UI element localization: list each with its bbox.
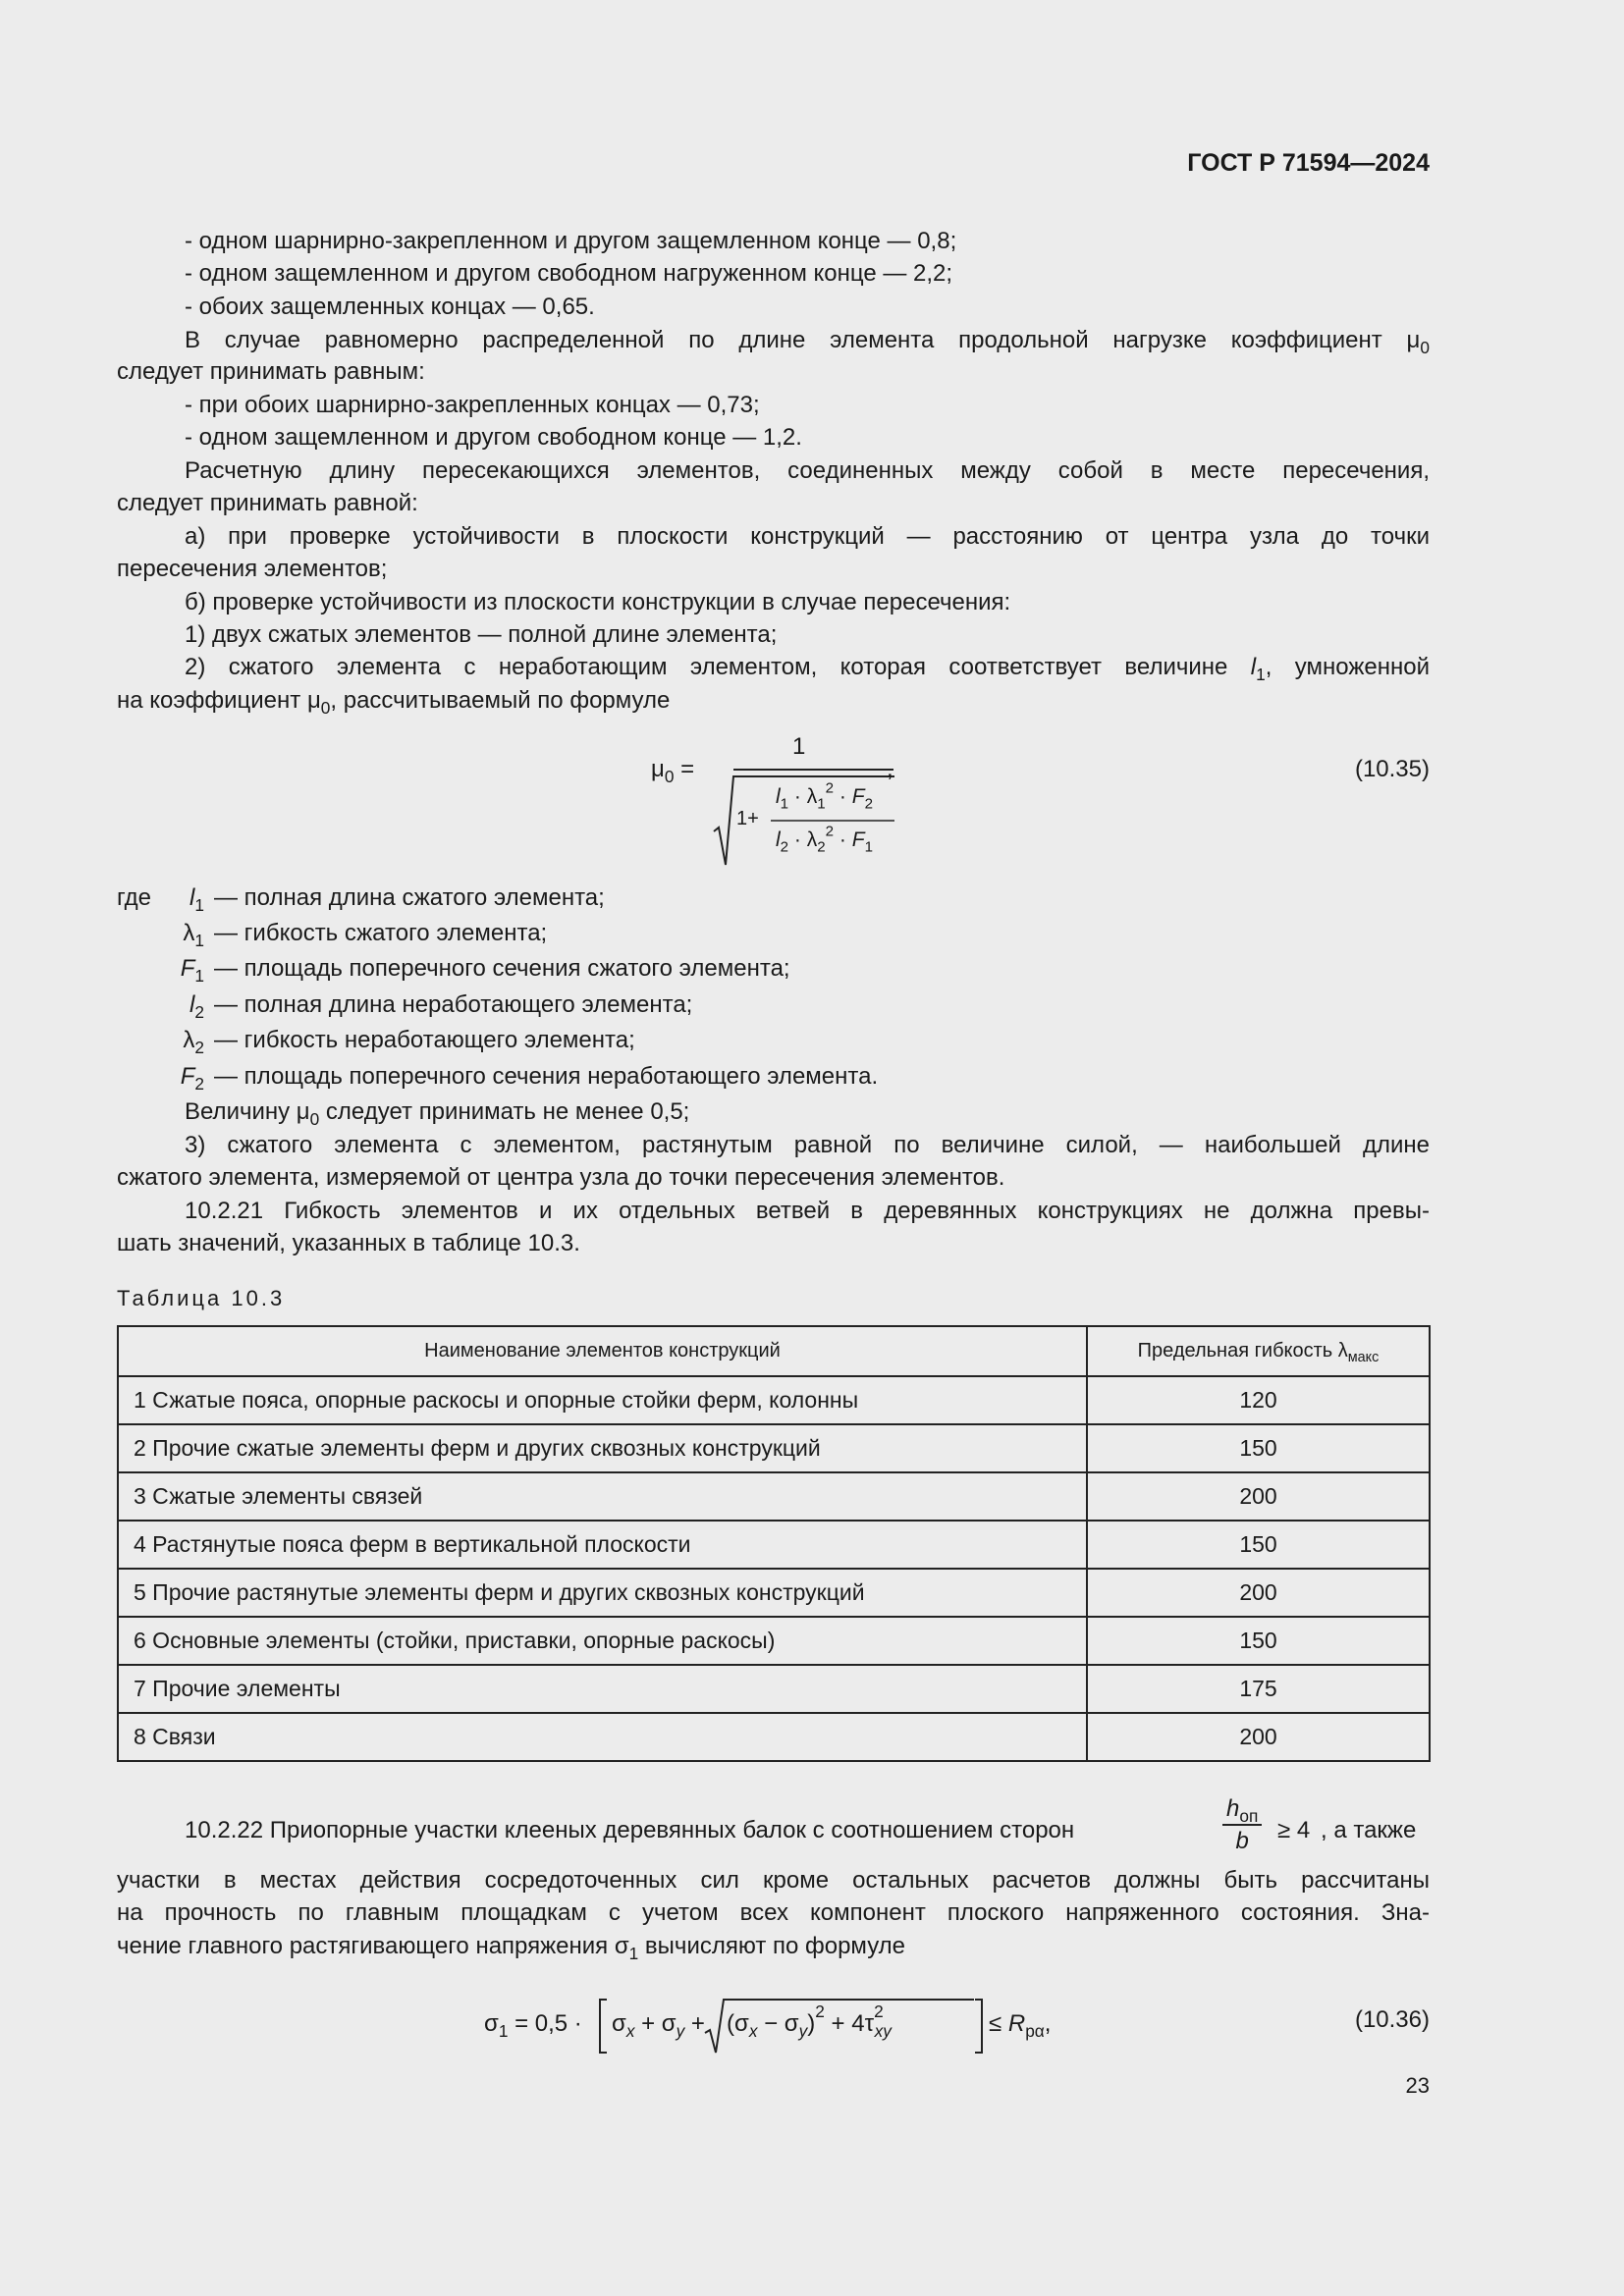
paragraph-line: б) проверке устойчивости из плоскости конструкции в случае пересечения:: [185, 589, 1011, 615]
formula-comma: ,: [887, 756, 893, 782]
table-cell: 120: [1087, 1376, 1430, 1424]
formula-numerator: 1: [792, 733, 806, 760]
table-cell: 200: [1087, 1713, 1430, 1761]
table-row: [118, 1617, 1430, 1665]
symbol-definition: — площадь поперечного сечения сжатого элемента;: [214, 955, 790, 982]
symbol-definition: — площадь поперечного сечения неработающего элемента.: [214, 1063, 879, 1090]
paragraph-line: 1) двух сжатых элементов — полной длине элемента;: [185, 621, 778, 648]
page-number: 23: [1405, 2073, 1430, 2098]
paragraph-line: следует принимать равной:: [117, 490, 418, 516]
paragraph-line: Расчетную длину пересекающихся элементов, соединенных между собой в месте пересечения,: [185, 457, 1430, 484]
symbol-definition: — полная длина сжатого элемента;: [214, 884, 605, 911]
table-row: [118, 1472, 1430, 1521]
table-cell: 150: [1087, 1521, 1430, 1569]
symbol: $l_1$: [189, 884, 204, 916]
where-label: где: [117, 884, 152, 911]
symbol: $\lambda_2$: [183, 1027, 204, 1058]
paragraph-line: 3) сжатого элемента с элементом, растянутым равной по величине силой, — наибольшей длине: [185, 1132, 1430, 1158]
symbol-definition: — гибкость неработающего элемента;: [214, 1027, 635, 1053]
formula-10-35: [648, 731, 962, 869]
table-row: [118, 1569, 1430, 1617]
table-header-row: [118, 1326, 1430, 1376]
paragraph-line: 10.2.22 Приопорные участки клееных деревянных балок с соотношением сторон: [185, 1817, 1075, 1843]
column-header-name: Наименование элементов конструкций: [118, 1326, 1087, 1376]
formula-inner-denominator: $l_2 \cdot \lambda_2^2 \cdot F_1$: [776, 823, 873, 856]
list-item: - одном защемленном и другом свободном конце — 1,2.: [185, 424, 802, 451]
paragraph-line: чение главного растягивающего напряжения $\sigma_1$ вычисляют по формуле: [117, 1933, 906, 1964]
list-item: - одном шарнирно-закрепленном и другом защемленном конце — 0,8;: [185, 228, 957, 254]
table-cell: 3 Сжатые элементы связей: [118, 1472, 1087, 1521]
table-cell: 4 Растянутые пояса ферм в вертикальной плоскости: [118, 1521, 1087, 1569]
paragraph-line: сжатого элемента, измеряемой от центра узла до точки пересечения элементов.: [117, 1164, 1005, 1191]
paragraph-line: Величину $\mu_0$ следует принимать не менее 0,5;: [185, 1098, 690, 1130]
table-row: [118, 1713, 1430, 1761]
list-item: - обоих защемленных концах — 0,65.: [185, 294, 595, 320]
paragraph-line: а) при проверке устойчивости в плоскости конструкций — расстоянию от центра узла до точки: [185, 523, 1430, 550]
formula-lhs: $\mu_0$ =: [651, 756, 695, 787]
formula-one-plus: 1+: [736, 808, 759, 829]
ratio-condition: ≥ 4: [1277, 1817, 1311, 1843]
paragraph-line: шать значений, указанных в таблице 10.3.: [117, 1230, 580, 1256]
table-cell: 7 Прочие элементы: [118, 1665, 1087, 1713]
symbol: $l_2$: [189, 991, 204, 1023]
paragraph-line: В случае равномерно распределенной по длине элемента продольной нагрузке коэффициент $\mu_0$: [185, 327, 1430, 358]
document-code: ГОСТ Р 71594—2024: [1187, 149, 1430, 177]
formula-10-36: $\sigma_1 = 0,5$ · $\sigma_x + \sigma_y$ + $(\sigma_x - \sigma_y)^2 + 4\tau^2_{xy}$ ≤ $R_{p\alpha}$,: [481, 1991, 1070, 2059]
slenderness-table: [117, 1325, 1431, 1762]
table-cell: 6 Основные элементы (стойки, приставки, опорные раскосы): [118, 1617, 1087, 1665]
paragraph-line: следует принимать равным:: [117, 358, 425, 385]
ratio-fraction: $h_{оп}$ b: [1222, 1794, 1262, 1857]
symbol: $F_2$: [180, 1063, 204, 1095]
paragraph-line: на прочность по главным площадкам с учетом всех компонент плоского напряженного состояния. Зна-: [117, 1899, 1430, 1926]
formula-inner-numerator: $l_1 \cdot \lambda_1^2 \cdot F_2$: [776, 779, 873, 813]
list-item: - одном защемленном и другом свободном нагруженном конце — 2,2;: [185, 260, 953, 287]
table-cell: 5 Прочие растянутые элементы ферм и других сквозных конструкций: [118, 1569, 1087, 1617]
table-cell: 1 Сжатые пояса, опорные раскосы и опорные стойки ферм, колонны: [118, 1376, 1087, 1424]
list-item: - при обоих шарнирно-закрепленных концах — 0,73;: [185, 392, 760, 418]
column-header-limit: Предельная гибкость $\lambda_{макс}$: [1087, 1326, 1430, 1376]
paragraph-line: на коэффициент $\mu_0$, рассчитываемый по формуле: [117, 687, 671, 719]
paragraph-line: 2) сжатого элемента с неработающим элементом, которая соответствует величине $l_1$, умноженной: [185, 654, 1431, 685]
symbol-definition: — полная длина неработающего элемента;: [214, 991, 693, 1018]
paragraph-line: участки в местах действия сосредоточенных сил кроме остальных расчетов должны быть рассчитаны: [117, 1867, 1430, 1894]
paragraph-line: 10.2.21 Гибкость элементов и их отдельных ветвей в деревянных конструкциях не должна превы-: [185, 1198, 1430, 1224]
paragraph-line: пересечения элементов;: [117, 556, 388, 582]
paragraph-line: , а также: [1321, 1817, 1417, 1843]
table-row: [118, 1376, 1430, 1424]
table-cell: 150: [1087, 1617, 1430, 1665]
formula-number: (10.35): [1354, 756, 1430, 782]
table-cell: 200: [1087, 1569, 1430, 1617]
table-cell: 2 Прочие сжатые элементы ферм и других сквозных конструкций: [118, 1424, 1087, 1472]
table-row: [118, 1521, 1430, 1569]
formula-number: (10.36): [1354, 2006, 1430, 2033]
table-cell: 8 Связи: [118, 1713, 1087, 1761]
table-cell: 175: [1087, 1665, 1430, 1713]
table-row: [118, 1424, 1430, 1472]
symbol: $\lambda_1$: [183, 920, 204, 951]
symbol: $F_1$: [180, 955, 204, 987]
table-cell: 150: [1087, 1424, 1430, 1472]
table-caption: Таблица 10.3: [117, 1286, 286, 1310]
table-cell: 200: [1087, 1472, 1430, 1521]
symbol-definition: — гибкость сжатого элемента;: [214, 920, 548, 946]
table-row: [118, 1665, 1430, 1713]
